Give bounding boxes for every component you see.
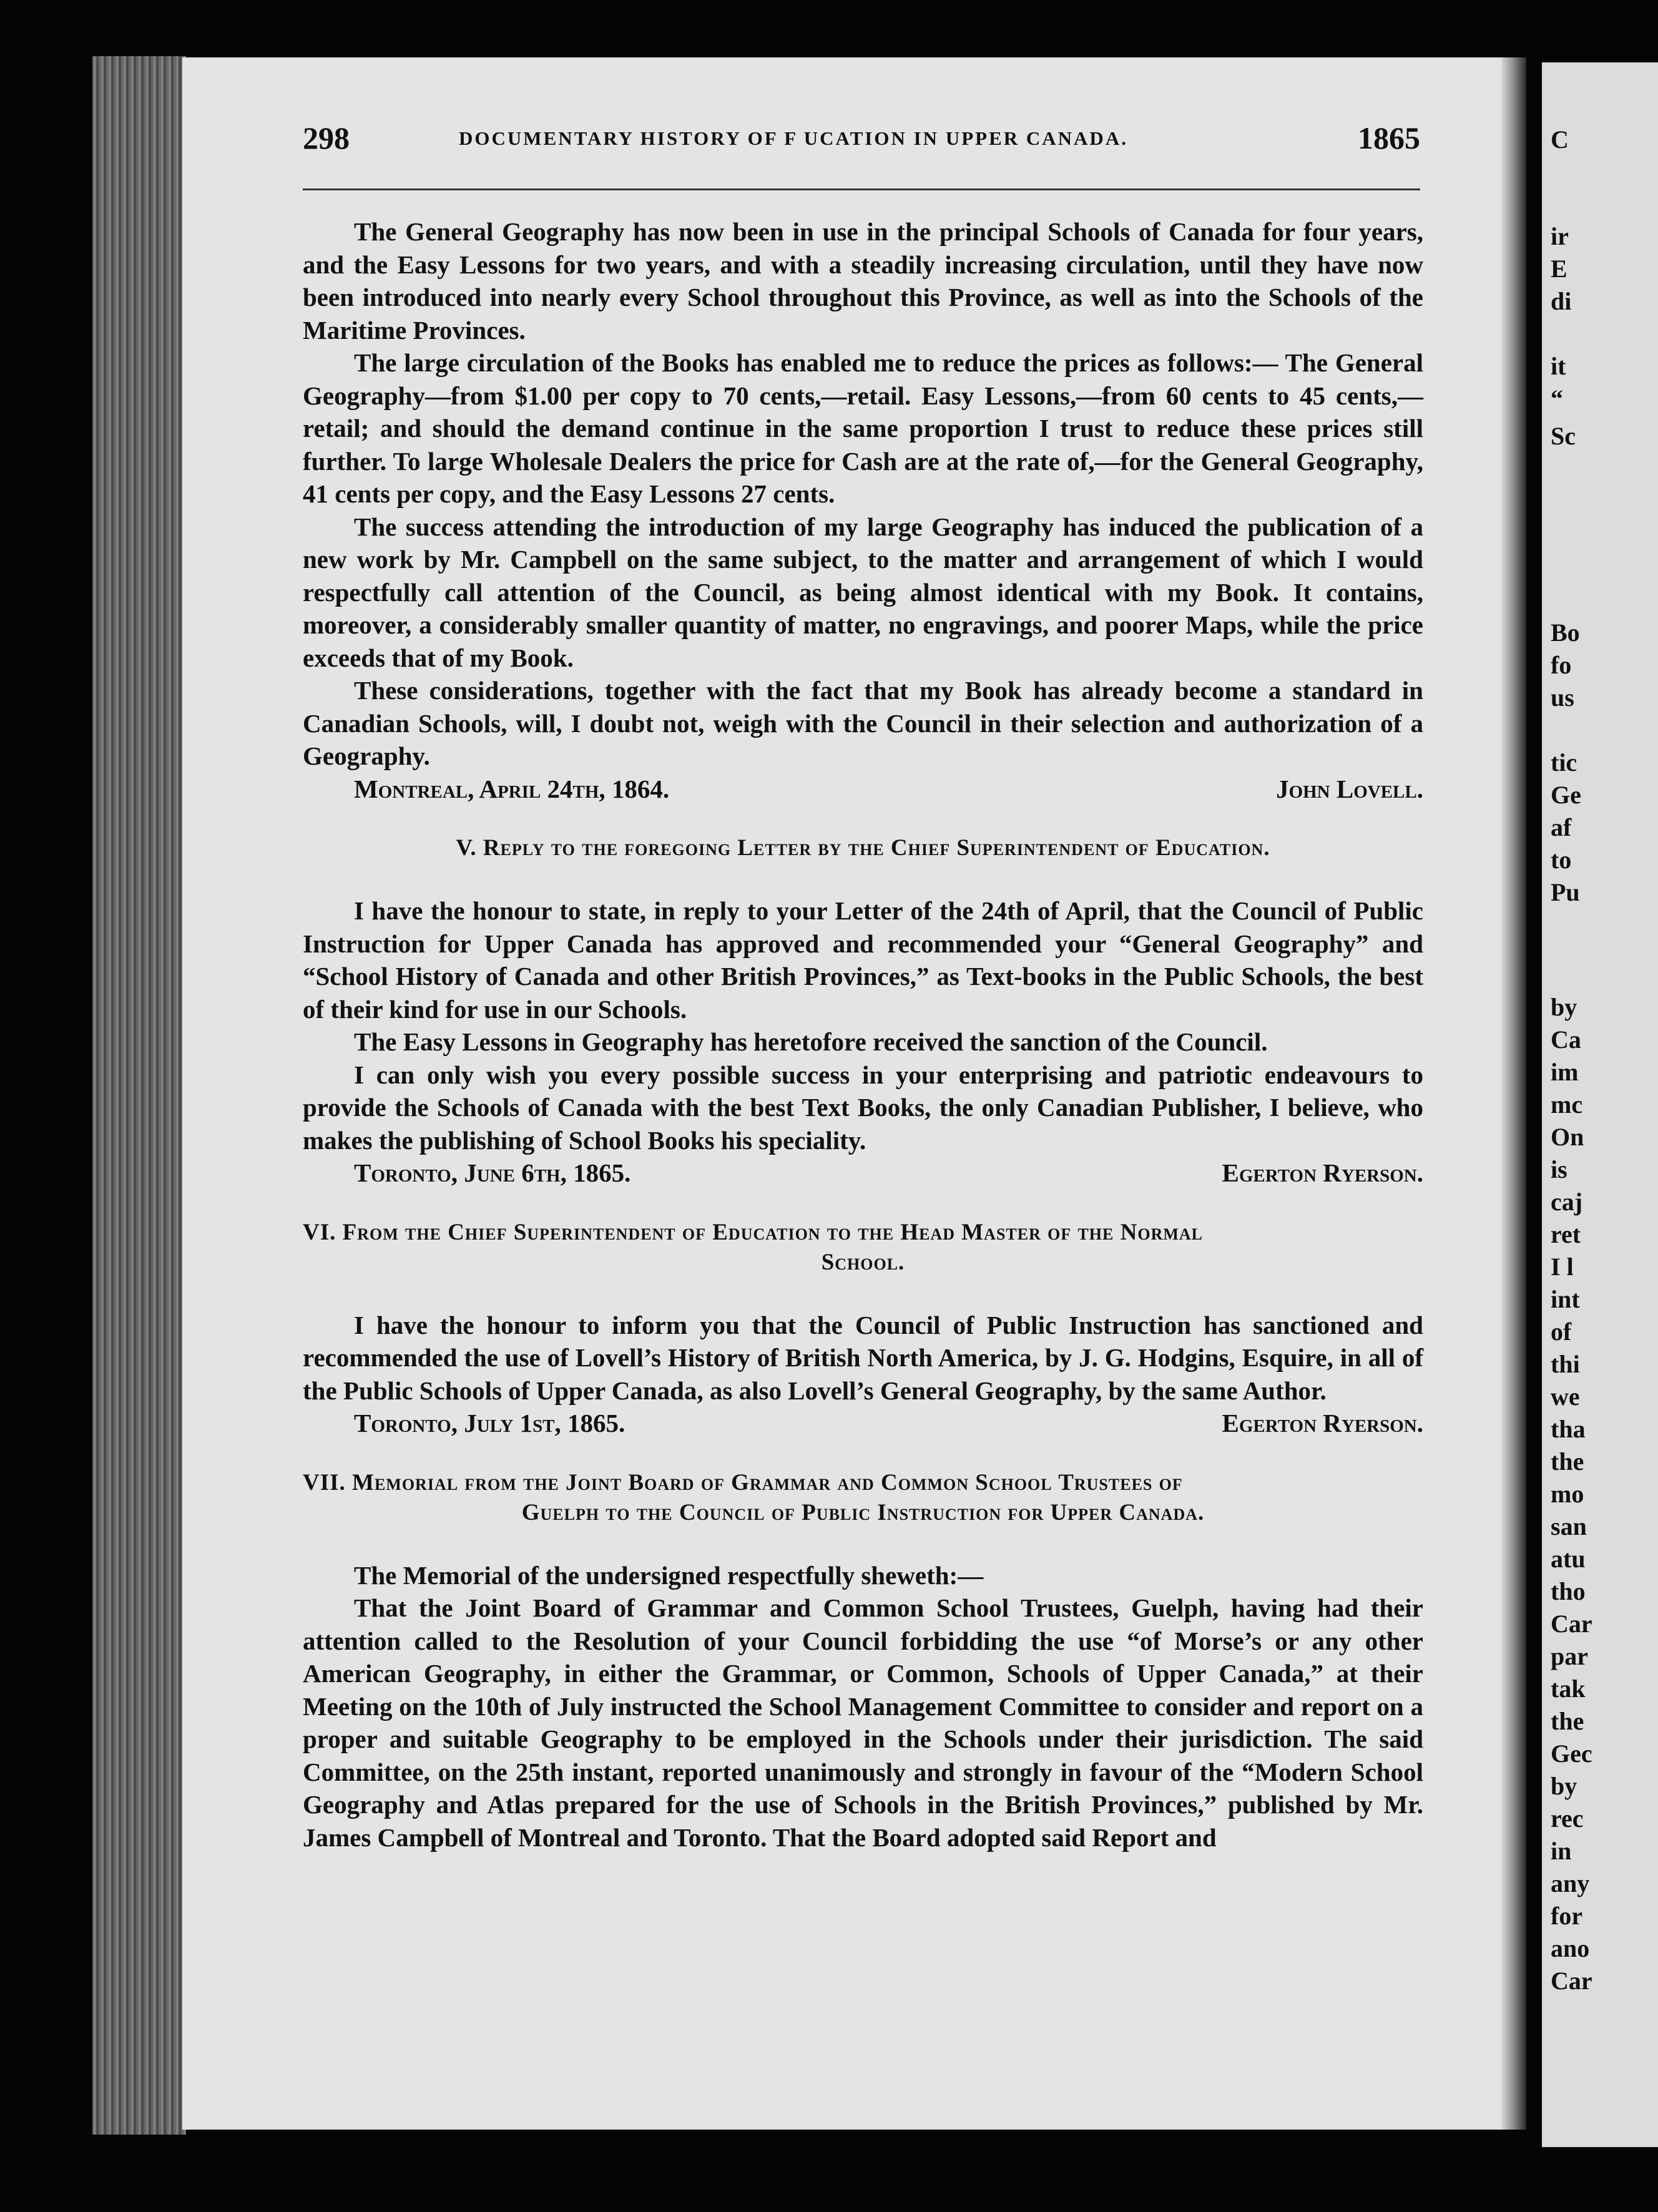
binding-shadow <box>1501 57 1526 2130</box>
facing-fragment: Car <box>1551 1967 1592 1995</box>
facing-fragment: rec <box>1551 1804 1584 1833</box>
paragraph: I can only wish you every possible success in your enterprising and patriotic endeavours to provide the Schools of Canada with the best Text Books, the only Canadian Publisher, I believe, who makes the publishing of School Books his speciality. <box>303 1060 1423 1155</box>
facing-fragment: Pu <box>1551 878 1580 906</box>
section-heading-line: Guelph to the Council of Public Instruction for Upper Canada. <box>521 1499 1205 1525</box>
facing-fragment: Ca <box>1551 1025 1581 1054</box>
section-heading: V. Reply to the foregoing Letter by the Chief Superintendent of Education. <box>456 835 1270 861</box>
facing-fragment: the <box>1551 1707 1584 1735</box>
page-number: 298 <box>303 120 350 155</box>
section-heading <box>303 1468 1423 1528</box>
place-date: Toronto, June 6th, 1865. <box>354 1158 631 1187</box>
facing-fragment: the <box>1551 1447 1584 1475</box>
facing-fragment: tak <box>1551 1675 1586 1703</box>
section-heading-line: School. <box>821 1249 905 1275</box>
facing-page <box>1542 62 1658 2147</box>
place-date: Montreal, April 24th, 1864. <box>354 774 670 803</box>
section-heading-line: VI. From the Chief Superintendent of Education to the Head Master of the Normal <box>303 1219 1204 1245</box>
paragraph: The success attending the introduction of my large Geography has induced the publication of a new work by Mr. Campbell on the same subject, to the matter and arrangement of which I would respectfully call attention of the Council, as being almost identical with my Book. It contains, moreover, a considerably smaller quantity of matter, no engravings, and poorer Maps, while the price exceeds that of my Book. <box>303 512 1423 672</box>
book-page-edges <box>92 56 186 2135</box>
facing-fragment: par <box>1551 1642 1588 1670</box>
facing-fragment: On <box>1551 1123 1584 1151</box>
signature: John Lovell. <box>1276 774 1423 803</box>
signature: Egerton Ryerson. <box>1222 1158 1423 1187</box>
facing-fragment: in <box>1551 1837 1572 1865</box>
facing-fragment: san <box>1551 1512 1587 1540</box>
facing-fragment: of <box>1551 1318 1572 1346</box>
header-year: 1865 <box>1358 120 1420 155</box>
section-heading <box>303 1218 1423 1278</box>
signature-line <box>303 1407 1423 1440</box>
facing-fragment: C <box>1551 125 1569 154</box>
facing-fragment: tha <box>1551 1415 1586 1443</box>
facing-fragment: it <box>1551 352 1566 380</box>
facing-fragment: fo <box>1551 651 1572 679</box>
facing-fragment: im <box>1551 1058 1579 1086</box>
facing-fragment: Ge <box>1551 781 1581 809</box>
paragraph: The Memorial of the undersigned respectfully sheweth:— <box>354 1560 984 1590</box>
facing-fragment: Sc <box>1551 422 1576 450</box>
paragraph: The General Geography has now been in use in the principal Schools of Canada for four years, and the Easy Lessons for two years, and with a steadily increasing circulation, until they have now been introduced into nearly every School throughout this Province, as well as into the Schools of the Maritime Provinces. <box>303 217 1423 345</box>
facing-fragment: thi <box>1551 1350 1580 1378</box>
paragraph: The Easy Lessons in Geography has heretofore received the sanction of the Council. <box>354 1027 1268 1056</box>
facing-fragment: Car <box>1551 1610 1592 1638</box>
facing-fragment: we <box>1551 1382 1580 1411</box>
signature: Egerton Ryerson. <box>1222 1409 1423 1437</box>
facing-fragment: Gec <box>1551 1740 1592 1768</box>
facing-fragment: any <box>1551 1869 1590 1897</box>
running-head <box>303 120 1420 157</box>
signature-line <box>303 1157 1423 1190</box>
signature-line <box>303 773 1423 806</box>
facing-fragment: by <box>1551 1772 1577 1800</box>
facing-fragment: af <box>1551 813 1572 841</box>
facing-fragment: to <box>1551 846 1572 874</box>
facing-fragment: “ <box>1551 384 1563 413</box>
place-date: Toronto, July 1st, 1865. <box>354 1409 625 1437</box>
page-body <box>303 215 1423 1854</box>
paragraph: The large circulation of the Books has enabled me to reduce the prices as follows:— The General Geography—from $1.00 per copy to 70 cents,—retail. Easy Lessons,—from 60 cents to 45 cents,—retail; and should the demand continue in the same proportion I trust to reduce these prices still further. To large Wholesale Dealers the price for Cash are at the rate of,—for the General Geography, 41 cents per copy, and the Easy Lessons 27 cents. <box>303 348 1423 508</box>
paragraph: That the Joint Board of Grammar and Common School Trustees, Guelph, having had their attention called to the Resolution of your Council forbidding the use “of Morse’s or any other American Geography, in either the Grammar, or Common, Schools of Upper Canada,” at their Meeting on the 10th of July instructed the School Management Committee to consider and report on a proper and suitable Geography to be employed in the Schools under their jurisdiction. The said Committee, on the 25th instant, reported unanimously and strongly in favour of the “Modern School Geography and Atlas prepared for the use of Schools in the British Provinces,” published by Mr. James Campbell of Montreal and Toronto. That the Board adopted said Report and <box>303 1593 1423 1852</box>
facing-fragment: tho <box>1551 1577 1586 1605</box>
facing-fragment: mo <box>1551 1480 1584 1508</box>
paragraph: These considerations, together with the fact that my Book has already become a standard in Canadian Schools, will, I doubt not, weigh with the Council in their selection and authorization of a Geography. <box>303 676 1423 770</box>
facing-fragment: mc <box>1551 1090 1583 1118</box>
facing-fragment: ret <box>1551 1220 1581 1248</box>
facing-fragment: ano <box>1551 1934 1590 1962</box>
paragraph: I have the honour to state, in reply to your Letter of the 24th of April, that the Council of Public Instruction for Upper Canada has approved and recommended your “General Geography” and “School History of Canada and other British Provinces,” as Text-books in the Public Schools, the best of their kind for use in our Schools. <box>303 896 1423 1024</box>
facing-fragment: atu <box>1551 1545 1586 1573</box>
facing-fragment: caj <box>1551 1188 1583 1216</box>
facing-fragment: is <box>1551 1155 1567 1183</box>
facing-fragment: ir <box>1551 222 1569 250</box>
facing-fragment: E <box>1551 255 1567 283</box>
facing-fragment: di <box>1551 287 1572 315</box>
facing-fragment: I l <box>1551 1253 1574 1281</box>
paragraph: I have the honour to inform you that the Council of Public Instruction has sanctioned and recommended the use of Lovell’s History of British North America, by J. G. Hodgins, Esquire, in all of the Public Schools of Upper Canada, as also Lovell’s General Geography, by the same Author. <box>303 1310 1423 1405</box>
facing-fragment: by <box>1551 993 1577 1021</box>
facing-fragment: int <box>1551 1285 1580 1313</box>
facing-fragment: us <box>1551 683 1574 712</box>
facing-fragment: Bo <box>1551 619 1580 647</box>
facing-fragment: tic <box>1551 748 1577 776</box>
facing-fragment: for <box>1551 1902 1583 1930</box>
section-heading-line: VII. Memorial from the Joint Board of Grammar and Common School Trustees of <box>303 1469 1183 1495</box>
running-title: DOCUMENTARY HISTORY OF F UCATION IN UPPER CANADA. <box>459 127 1128 149</box>
header-rule <box>303 188 1420 190</box>
